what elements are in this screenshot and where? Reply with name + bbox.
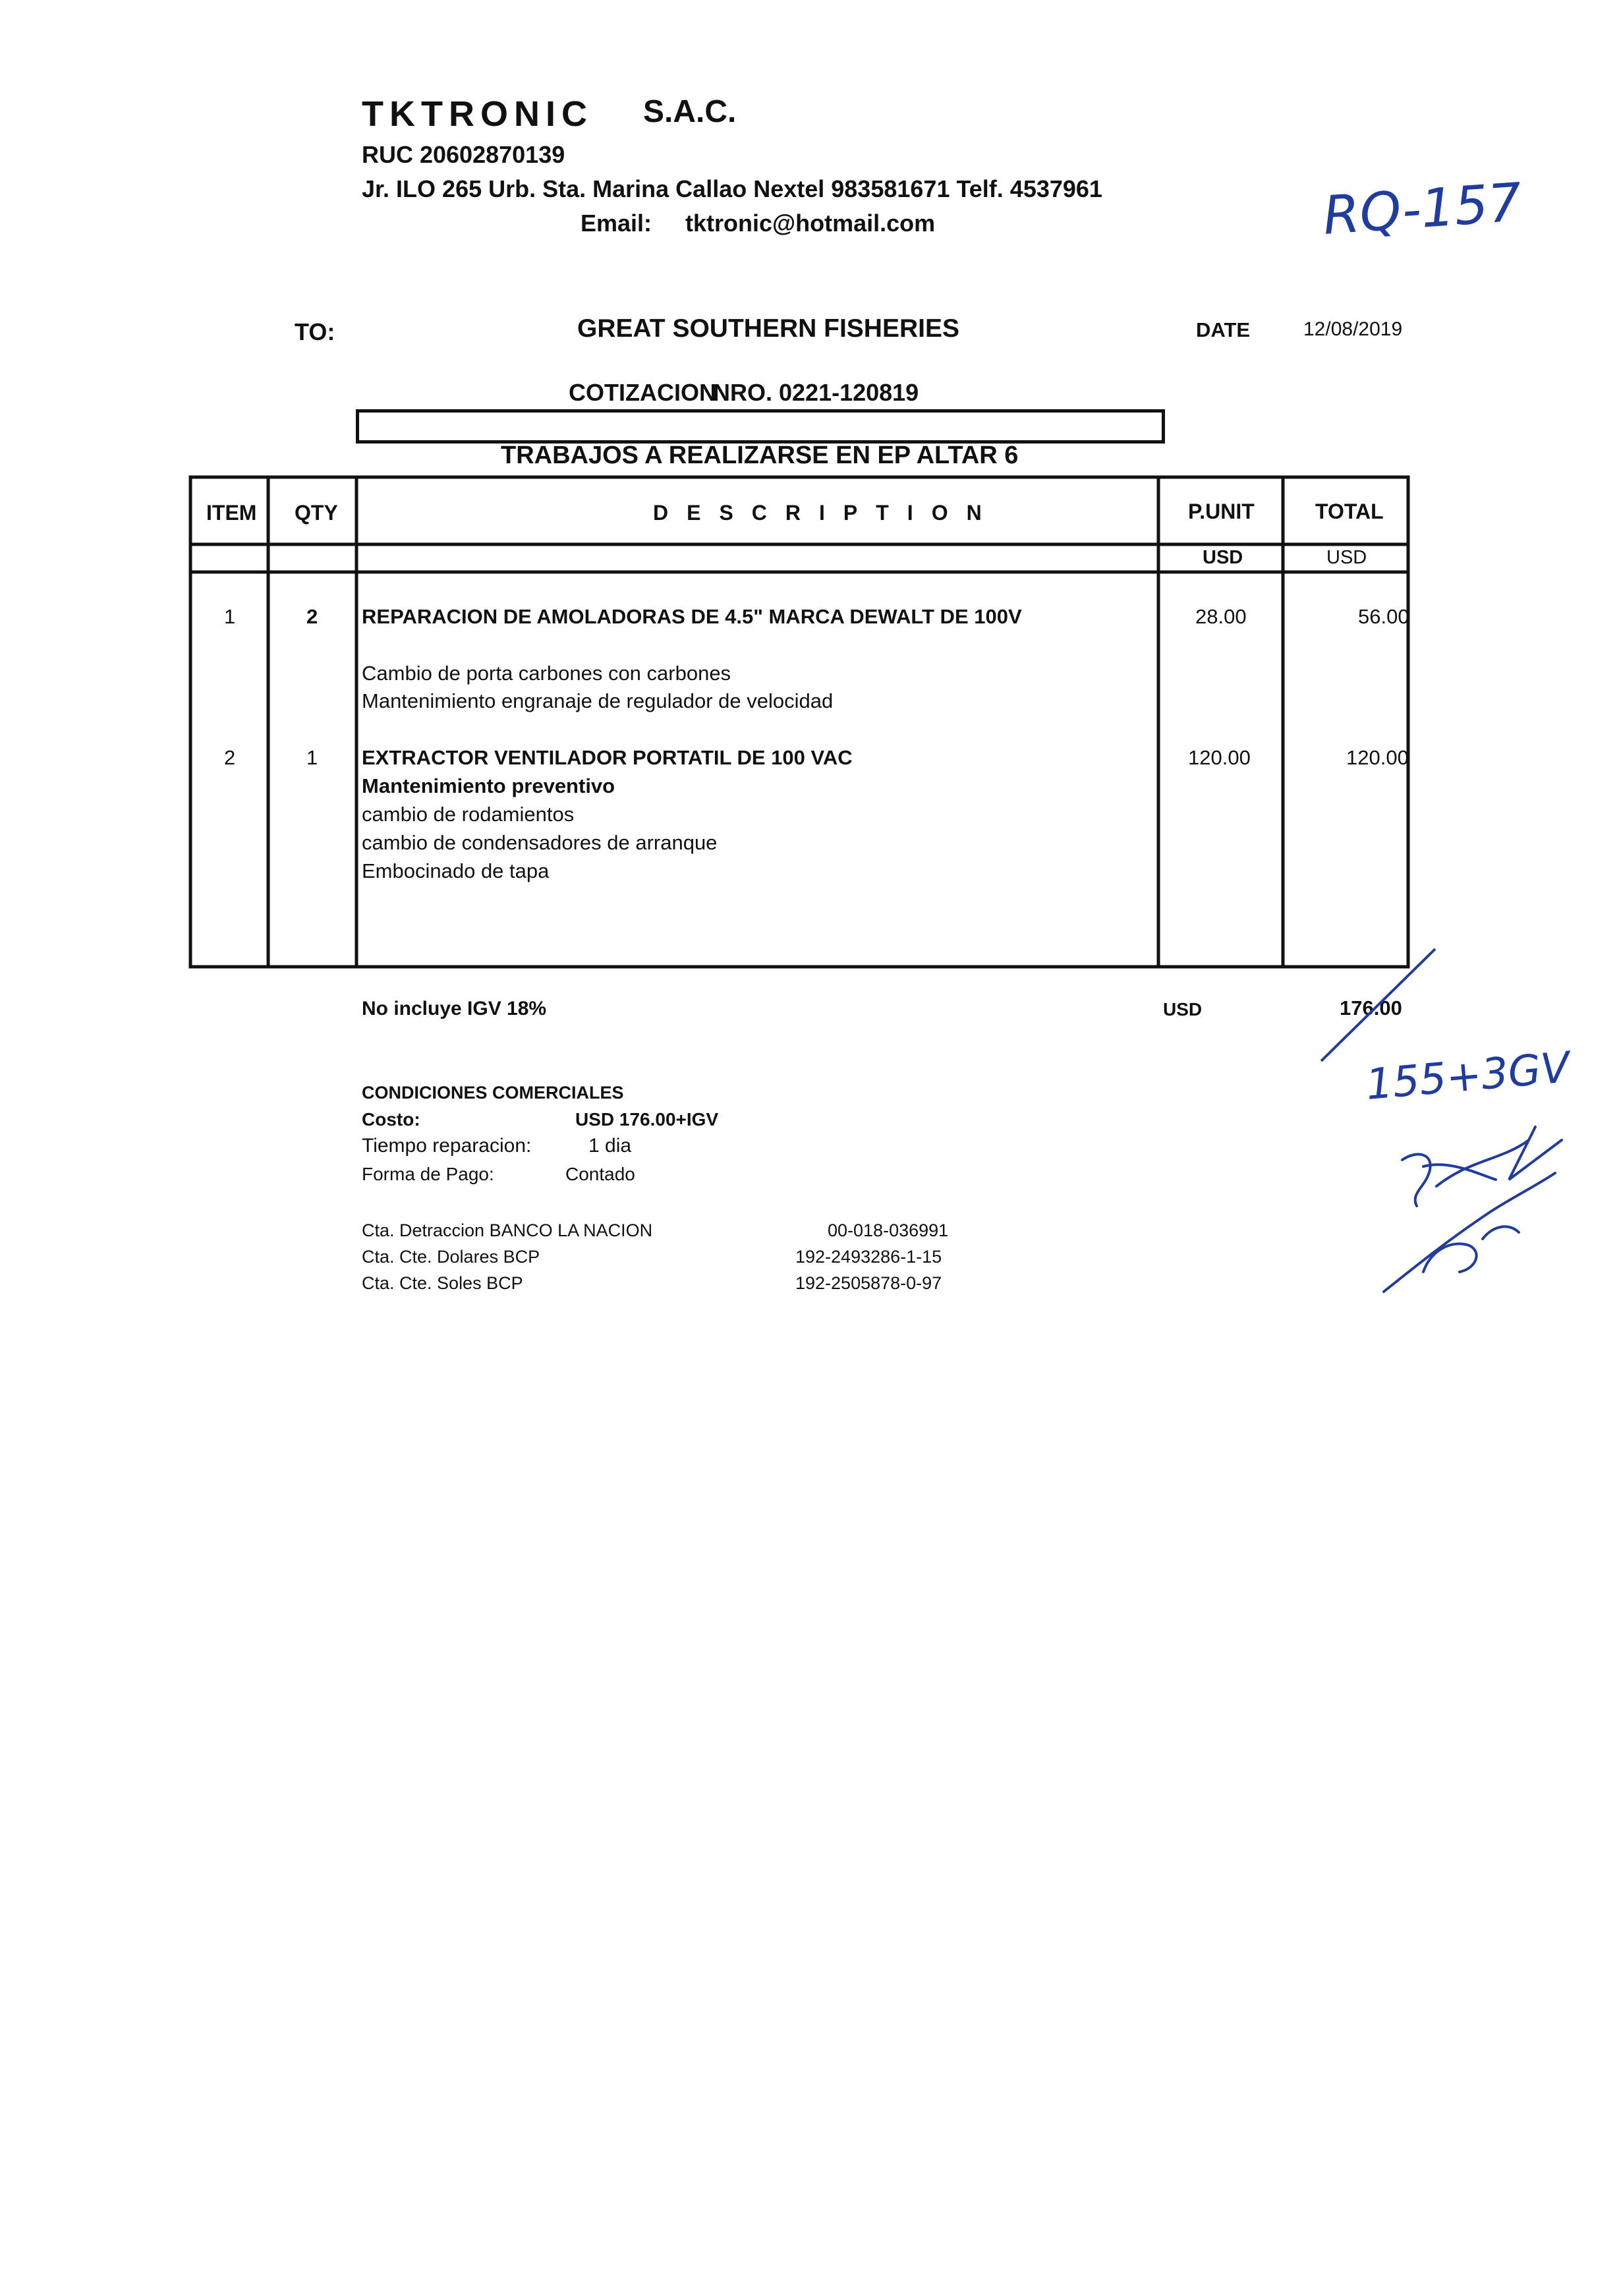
handwritten-ref: RQ-157: [1321, 171, 1524, 246]
repair-time-value: 1 dia: [588, 1135, 632, 1157]
payment-label: Forma de Pago:: [362, 1164, 494, 1184]
bank-account-number: 192-2505878-0-97: [795, 1273, 942, 1293]
row1-detail: Cambio de porta carbones con carbones: [362, 662, 731, 685]
work-title: TRABAJOS A REALIZARSE EN EP ALTAR 6: [501, 442, 1019, 469]
conditions-title: CONDICIONES COMERCIALES: [362, 1083, 624, 1103]
bank-account-number: 00-018-036991: [828, 1220, 949, 1240]
row2-qty: 1: [306, 746, 318, 769]
to-label: TO:: [295, 318, 335, 345]
email-value: tktronic@hotmail.com: [685, 210, 936, 237]
company-ruc: RUC 20602870139: [362, 141, 565, 168]
header-description: DESCRIPTION: [653, 501, 1000, 525]
row1-unit-price: 28.00: [1195, 605, 1247, 628]
header-qty: QTY: [295, 501, 338, 525]
company-address: Jr. ILO 265 Urb. Sta. Marina Callao Nextel 983581671 Telf. 4537961: [362, 175, 1102, 202]
company-suffix: S.A.C.: [643, 94, 737, 129]
quote-number: NRO. 0221-120819: [713, 379, 919, 406]
row2-title: EXTRACTOR VENTILADOR PORTATIL DE 100 VAC: [362, 746, 853, 769]
client-name: GREAT SOUTHERN FISHERIES: [577, 314, 959, 343]
row1-title: REPARACION DE AMOLADORAS DE 4.5" MARCA DEWALT DE 100V: [362, 605, 1022, 628]
row2-unit-price: 120.00: [1188, 746, 1251, 769]
currency-unit: USD: [1203, 547, 1243, 568]
date-value: 12/08/2019: [1303, 318, 1403, 340]
handwritten-note: 155+3GV: [1363, 1043, 1572, 1110]
repair-time-label: Tiempo reparacion:: [362, 1135, 532, 1157]
row2-detail: cambio de condensadores de arranque: [362, 831, 718, 854]
bank-account-name: Cta. Cte. Dolares BCP: [362, 1247, 540, 1267]
igv-note: No incluye IGV 18%: [362, 998, 547, 1019]
row2-detail: Embocinado de tapa: [362, 859, 550, 882]
email-label: Email:: [581, 210, 652, 237]
cost-value: USD 176.00+IGV: [575, 1109, 719, 1130]
payment-value: Contado: [565, 1164, 635, 1184]
row2-detail: cambio de rodamientos: [362, 803, 575, 826]
header-total: TOTAL: [1315, 500, 1384, 523]
grand-total: 176.00: [1340, 996, 1402, 1019]
row1-qty: 2: [306, 605, 318, 628]
header-item: ITEM: [206, 501, 257, 525]
total-currency: USD: [1163, 999, 1203, 1019]
currency-total: USD: [1326, 547, 1367, 568]
row2-total: 120.00: [1346, 746, 1409, 769]
row1-detail: Mantenimiento engranaje de regulador de velocidad: [362, 689, 834, 712]
bank-account-name: Cta. Detraccion BANCO LA NACION: [362, 1220, 653, 1240]
row1-item: 1: [224, 605, 236, 628]
bank-account-name: Cta. Cte. Soles BCP: [362, 1273, 523, 1293]
header-unit-price: P.UNIT: [1188, 500, 1255, 523]
row2-item: 2: [224, 746, 236, 769]
cost-label: Costo:: [362, 1109, 420, 1130]
company-name: TKTRONIC: [362, 94, 593, 134]
row1-total: 56.00: [1358, 605, 1409, 628]
row2-subtitle: Mantenimiento preventivo: [362, 774, 615, 797]
date-label: DATE: [1196, 318, 1251, 341]
bank-account-number: 192-2493286-1-15: [795, 1247, 942, 1267]
quote-label: COTIZACION: [569, 379, 716, 406]
